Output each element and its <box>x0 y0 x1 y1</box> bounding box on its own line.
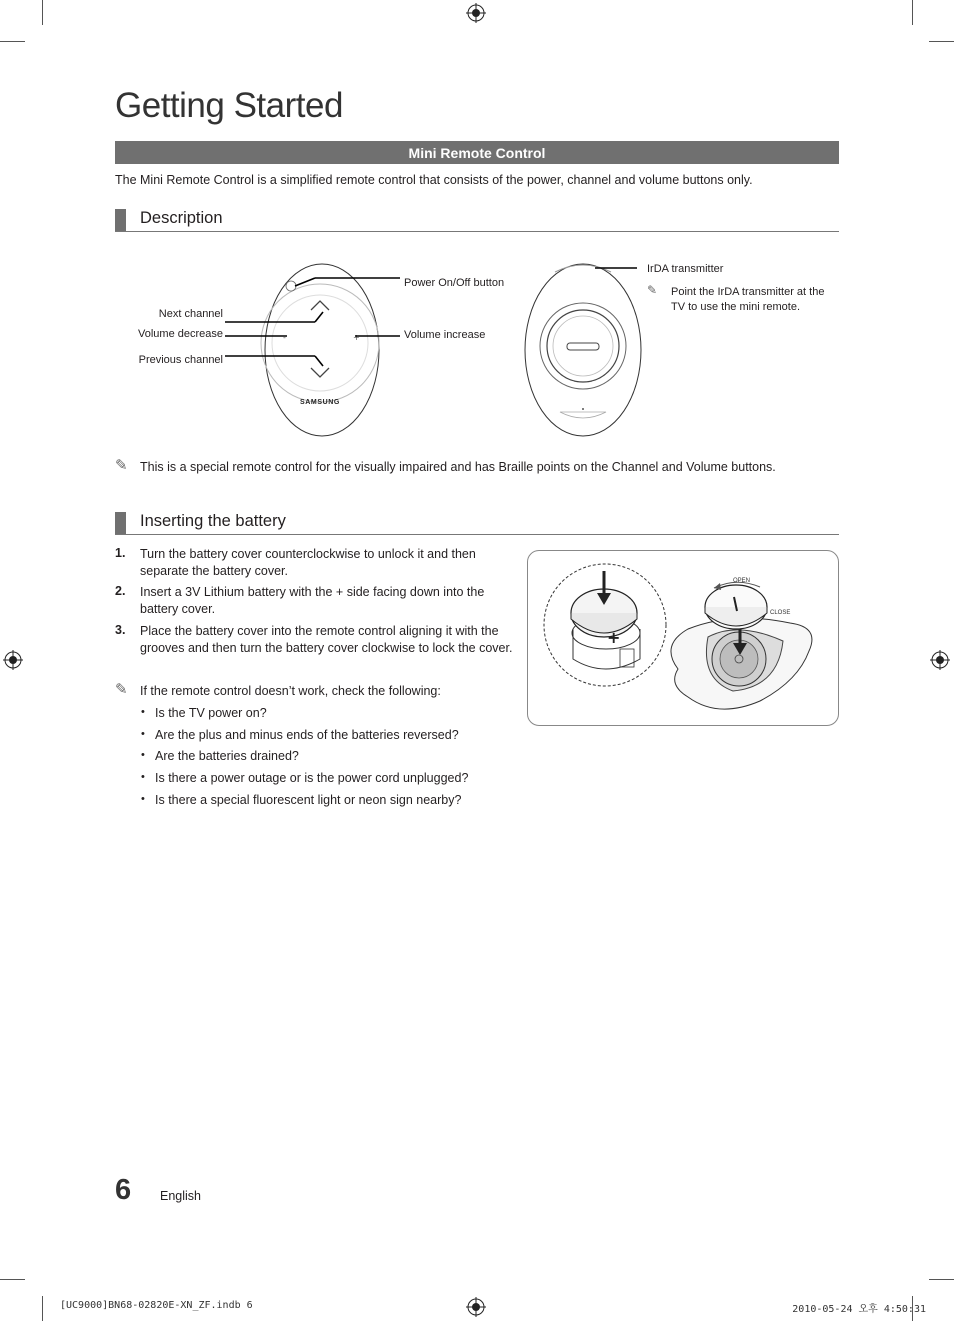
section-banner: Mini Remote Control <box>115 141 839 164</box>
bullet-icon: • <box>141 771 145 783</box>
step-number: 2. <box>115 584 126 598</box>
page-number: 6 <box>115 1174 132 1206</box>
section-marker <box>115 512 126 534</box>
label-close: CLOSE <box>770 610 791 616</box>
step-text: Insert a 3V Lithium battery with the + side facing down into the battery cover. <box>140 585 485 616</box>
note-pencil-icon: ✎ <box>115 457 128 474</box>
registration-mark-icon <box>930 650 950 670</box>
bullet-icon: • <box>141 706 145 718</box>
step-text: Turn the battery cover counterclockwise to unlock it and then separate the battery cover. <box>140 547 476 578</box>
page-title: Getting Started <box>115 86 343 125</box>
page-language: English <box>160 1189 201 1203</box>
svg-text:+: + <box>607 628 621 647</box>
battery-illustration <box>527 550 839 726</box>
section-divider <box>115 231 839 232</box>
crop-mark <box>929 41 954 42</box>
bullet-icon: • <box>141 728 145 740</box>
list-item: Is there a power outage or is the power cord unplugged? <box>155 771 469 785</box>
section-heading-battery: Inserting the battery <box>140 512 286 530</box>
print-file-info: [UC9000]BN68-02820E-XN_ZF.indb 6 <box>60 1300 253 1311</box>
list-item: Is the TV power on? <box>155 706 267 720</box>
label-next-channel: Next channel <box>158 308 223 320</box>
step-number: 3. <box>115 623 126 637</box>
irda-note: Point the IrDA transmitter at the TV to use the mini remote. <box>671 286 825 313</box>
crop-mark <box>929 1279 954 1280</box>
svg-text:+: + <box>353 333 360 342</box>
troubleshoot-note: If the remote control doesn’t work, check the following: <box>140 684 441 698</box>
registration-mark-icon <box>466 1297 486 1317</box>
label-volume-increase: Volume increase <box>404 329 486 341</box>
label-open: OPEN <box>733 578 751 584</box>
registration-mark-icon <box>466 3 486 23</box>
braille-note: This is a special remote control for the visually impaired and has Braille points on the Channel and Volume buttons. <box>140 460 776 474</box>
intro-text: The Mini Remote Control is a simplified remote control that consists of the power, channel and volume buttons only. <box>115 173 753 187</box>
list-item: Is there a special fluorescent light or neon sign nearby? <box>155 793 462 807</box>
label-volume-decrease: Volume decrease <box>138 328 223 340</box>
list-item: Are the plus and minus ends of the batteries reversed? <box>155 728 459 742</box>
crop-mark <box>42 1296 43 1321</box>
section-divider <box>115 534 839 535</box>
bullet-icon: • <box>141 749 145 761</box>
label-previous-channel: Previous channel <box>138 354 223 366</box>
crop-mark <box>0 1279 25 1280</box>
crop-mark <box>912 0 913 25</box>
brand-logo: SAMSUNG <box>300 399 340 406</box>
section-marker <box>115 209 126 231</box>
registration-mark-icon <box>3 650 23 670</box>
step-text: Place the battery cover into the remote control aligning it with the grooves and then turn the battery cover clockwise to lock the cover. <box>140 624 513 655</box>
section-heading-description: Description <box>140 209 223 227</box>
note-pencil-icon: ✎ <box>647 283 658 297</box>
print-timestamp: 2010-05-24 오후 4:50:31 <box>792 1304 926 1315</box>
label-irda-transmitter: IrDA transmitter <box>647 263 724 275</box>
step-number: 1. <box>115 546 126 560</box>
label-power-button: Power On/Off button <box>404 277 505 289</box>
crop-mark <box>0 41 25 42</box>
list-item: Are the batteries drained? <box>155 749 299 763</box>
crop-mark <box>42 0 43 25</box>
svg-text:-: - <box>283 333 286 342</box>
note-pencil-icon: ✎ <box>115 681 128 698</box>
bullet-icon: • <box>141 793 145 805</box>
